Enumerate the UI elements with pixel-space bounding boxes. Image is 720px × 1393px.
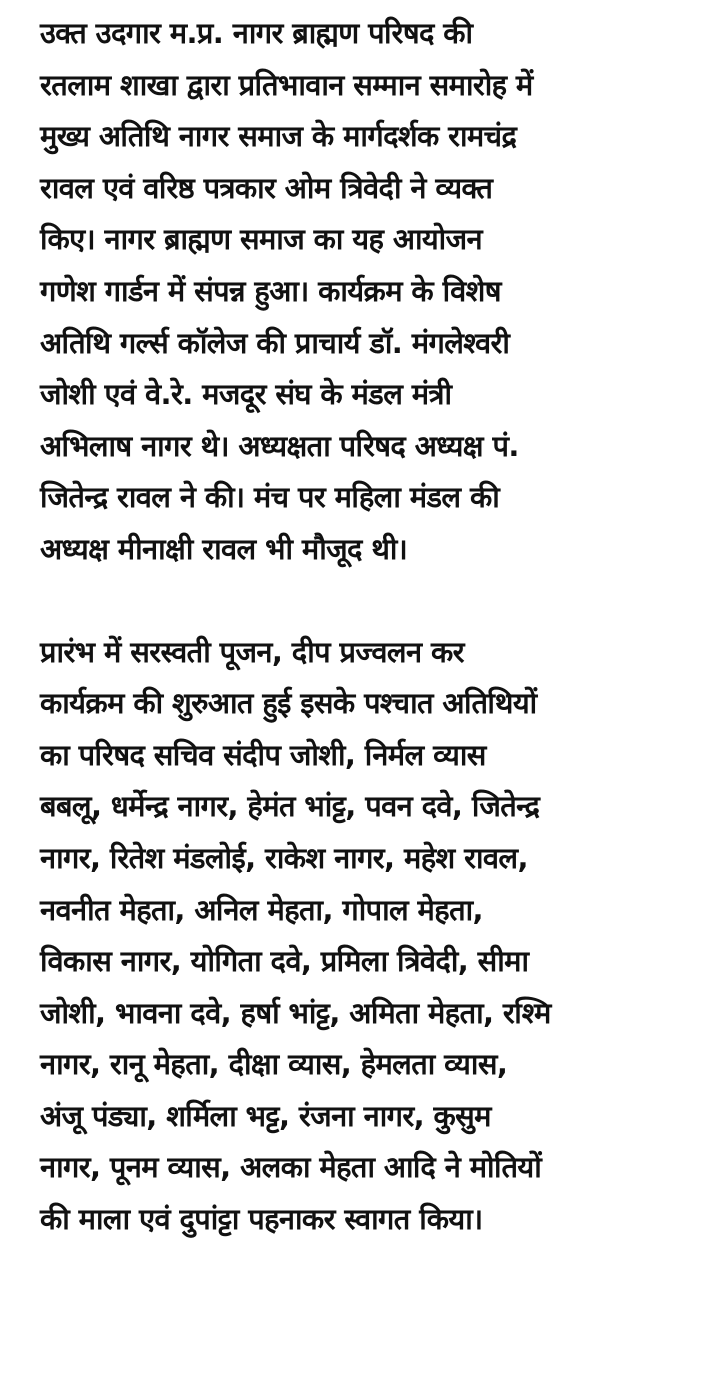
paragraph-1 xyxy=(40,8,694,576)
text-line: नागर, रितेश मंडलोई, राकेश नागर, महेश रावल, xyxy=(40,840,528,875)
text-line: रतलाम शाखा द्वारा प्रतिभावान सम्मान समारोह में xyxy=(40,67,533,102)
text-line: विकास नागर, योगिता दवे, प्रमिला त्रिवेदी, सीमा xyxy=(40,944,529,979)
text-line: उक्त उदगार म.प्र. नागर ब्राह्मण परिषद की xyxy=(40,16,473,50)
text-line: बबलू, धर्मेन्द्र नागर, हेमंत भांट्ट, पवन दवे, जितेन्द्र xyxy=(40,789,540,824)
text-line: कार्यक्रम की शुरुआत हुई इसके पश्चात अतिथियों xyxy=(40,686,537,721)
text-line: नागर, पूनम व्यास, अलका मेहता आदि ने मोतियों xyxy=(40,1150,542,1185)
text-line: अतिथि गर्ल्स कॉलेज की प्राचार्य डॉ. मंगलेश्वरी xyxy=(40,325,510,360)
text-line: अंजू पंड्या, शर्मिला भट्ट, रंजना नागर, कुसुम xyxy=(40,1098,491,1133)
text-line: किए। नागर ब्राह्मण समाज का यह आयोजन xyxy=(40,222,483,257)
text-line: जोशी, भावना दवे, हर्षा भांट्ट, अमिता मेहता, रश्मि xyxy=(40,995,551,1030)
paragraph-gap xyxy=(40,576,694,627)
text-line: की माला एवं दुपांट्टा पहनाकर स्वागत किया। xyxy=(40,1202,483,1237)
text-line: नागर, रानू मेहता, दीक्षा व्यास, हेमलता व्यास, xyxy=(40,1047,508,1082)
text-line: का परिषद सचिव संदीप जोशी, निर्मल व्यास xyxy=(40,737,486,772)
text-line: प्रारंभ में सरस्वती पूजन, दीप प्रज्वलन कर xyxy=(40,634,464,669)
text-line: गणेश गार्डन में संपन्न हुआ। कार्यक्रम के विशेष xyxy=(40,273,501,308)
text-line: मुख्य अतिथि नागर समाज के मार्गदर्शक रामचंद्र xyxy=(40,119,517,154)
text-line: रावल एवं वरिष्ठ पत्रकार ओम त्रिवेदी ने व्यक्त xyxy=(40,170,493,205)
paragraph-2 xyxy=(40,627,694,1246)
text-line: अध्यक्ष मीनाक्षी रावल भी मौजूद थी। xyxy=(40,531,408,566)
text-line: जितेन्द्र रावल ने की। मंच पर महिला मंडल की xyxy=(40,480,500,515)
text-line: नवनीत मेहता, अनिल मेहता, गोपाल मेहता, xyxy=(40,892,483,927)
text-line: जोशी एवं वे.रे. मजदूर संघ के मंडल मंत्री xyxy=(40,377,452,412)
text-line: अभिलाष नागर थे। अध्यक्षता परिषद अध्यक्ष पं. xyxy=(40,428,519,463)
